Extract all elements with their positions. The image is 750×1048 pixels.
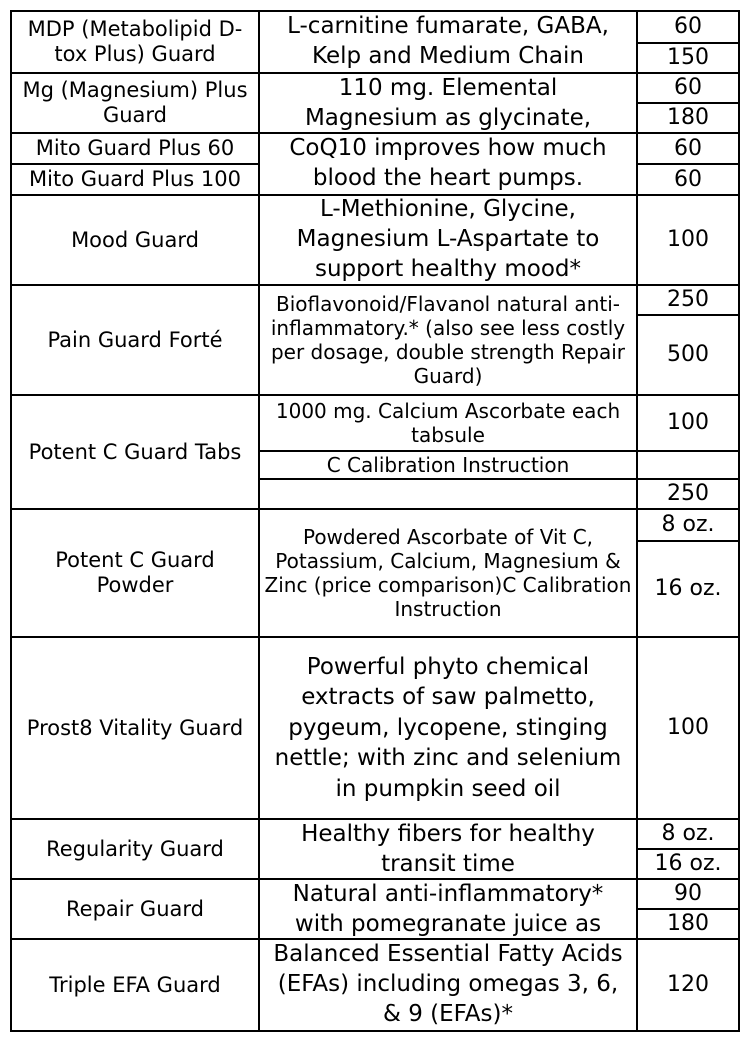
product-name-mito-60: Mito Guard Plus 60 [10, 132, 260, 165]
qty-potent-powder-2: 16 oz. [636, 540, 740, 638]
qty-potent-tabs-1: 100 [636, 394, 740, 452]
qty-mdp-1: 60 [636, 10, 740, 44]
qty-regularity-2: 16 oz. [636, 848, 740, 880]
product-desc-efa: Balanced Essential Fatty Acids (EFAs) including omegas 3, 6, & 9 (EFAs)* [258, 938, 638, 1032]
qty-prost8: 100 [636, 636, 740, 820]
empty-qty-cell [636, 450, 740, 480]
product-desc-regularity: Healthy fibers for healthy transit time [258, 818, 638, 880]
product-desc-mito: CoQ10 improves how much blood the heart pumps. [258, 132, 638, 196]
product-desc-potent-powder: Powdered Ascorbate of Vit C, Potassium, Calcium, Magnesium & Zinc (price comparison)C Calibration Instruction [258, 508, 638, 638]
product-desc-repair: Natural anti-inflammatory* with pomegranate juice as [258, 878, 638, 940]
qty-mood: 100 [636, 194, 740, 286]
qty-regularity-1: 8 oz. [636, 818, 740, 850]
product-name-regularity: Regularity Guard [10, 818, 260, 880]
product-name-mdp: MDP (Metabolipid D-tox Plus) Guard [10, 10, 260, 74]
qty-potent-tabs-2: 250 [636, 478, 740, 510]
product-name-prost8: Prost8 Vitality Guard [10, 636, 260, 820]
calibration-link-tabs[interactable]: C Calibration Instruction [258, 450, 638, 480]
product-desc-prost8: Powerful phyto chemical extracts of saw palmetto, pygeum, lycopene, stinging nettle; with zinc and selenium in pumpkin seed oil [258, 636, 638, 820]
qty-mito-2: 60 [636, 163, 740, 196]
product-desc-mdp: L-carnitine fumarate, GABA, Kelp and Medium Chain [258, 10, 638, 74]
product-name-mito-100: Mito Guard Plus 100 [10, 163, 260, 196]
qty-mdp-2: 150 [636, 42, 740, 74]
product-desc-pain: Bioflavonoid/Flavanol natural anti-inflammatory.* (also see less costly per dosage, double strength Repair Guard) [258, 284, 638, 396]
qty-mg-1: 60 [636, 72, 740, 104]
qty-mito-1: 60 [636, 132, 740, 165]
qty-pain-2: 500 [636, 314, 740, 396]
qty-efa: 120 [636, 938, 740, 1032]
product-name-pain: Pain Guard Forté [10, 284, 260, 396]
product-desc-mood: L-Methionine, Glycine, Magnesium L-Aspartate to support healthy mood* [258, 194, 638, 286]
product-name-potent-powder: Potent C Guard Powder [10, 508, 260, 638]
qty-repair-2: 180 [636, 908, 740, 940]
product-name-potent-tabs: Potent C Guard Tabs [10, 394, 260, 510]
product-desc-mg: 110 mg. Elemental Magnesium as glycinate, [258, 72, 638, 134]
product-name-efa: Triple EFA Guard [10, 938, 260, 1032]
qty-repair-1: 90 [636, 878, 740, 910]
qty-potent-powder-1: 8 oz. [636, 508, 740, 542]
product-name-mg: Mg (Magnesium) Plus Guard [10, 72, 260, 134]
product-desc-potent-tabs: 1000 mg. Calcium Ascorbate each tabsule [258, 394, 638, 452]
qty-pain-1: 250 [636, 284, 740, 316]
product-name-mood: Mood Guard [10, 194, 260, 286]
empty-desc-cell [258, 478, 638, 510]
qty-mg-2: 180 [636, 102, 740, 134]
product-name-repair: Repair Guard [10, 878, 260, 940]
